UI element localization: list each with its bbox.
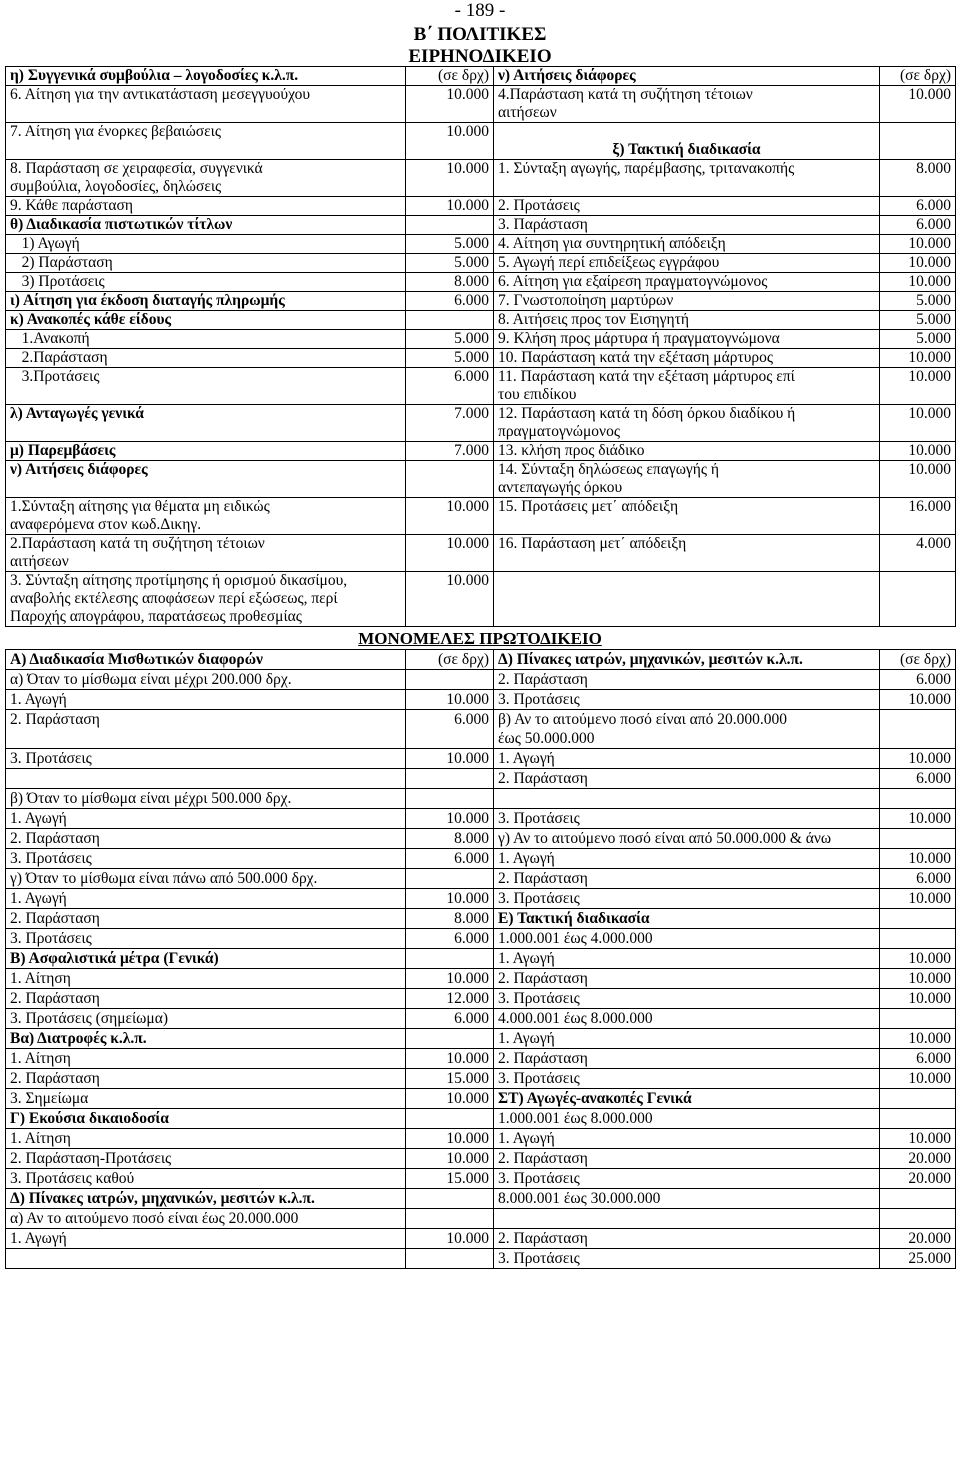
item-fee: 20.000	[880, 1149, 956, 1169]
item-label: 3. Προτάσεις	[6, 749, 406, 769]
item-fee: 6.000	[406, 368, 494, 405]
item-label: 2. Παράσταση	[494, 1149, 880, 1169]
table-row	[6, 1169, 956, 1189]
table-row	[6, 461, 956, 498]
item-fee: 5.000	[406, 235, 494, 254]
table-row	[6, 535, 956, 572]
item-label: γ) Όταν το μίσθωμα είναι πάνω από 500.000 δρχ.	[6, 869, 406, 889]
item-fee	[880, 1189, 956, 1209]
item-fee: 10.000	[880, 989, 956, 1009]
item-label: Δ) Πίνακες ιατρών, μηχανικών, μεσιτών κ.λ.π.	[494, 650, 880, 670]
item-label: γ) Αν το αιτούμενο ποσό είναι από 50.000.000 & άνω	[494, 829, 880, 849]
item-label: 2. Παράσταση	[494, 670, 880, 690]
item-label: ν) Αιτήσεις διάφορες	[6, 461, 406, 498]
item-fee: 10.000	[880, 254, 956, 273]
court-title: ΕΙΡΗΝΟΔΙΚΕΙΟ	[408, 46, 552, 67]
item-label: Δ) Πίνακες ιατρών, μηχανικών, μεσιτών κ.λ.π.	[6, 1189, 406, 1209]
item-label: 9. Κάθε παράσταση	[6, 197, 406, 216]
item-fee: 10.000	[406, 197, 494, 216]
item-label: 11. Παράσταση κατά την εξέταση μάρτυρος επί του επιδίκου	[494, 368, 880, 405]
item-fee: 10.000	[880, 1129, 956, 1149]
item-fee: 10.000	[880, 235, 956, 254]
item-fee: 10.000	[406, 123, 494, 160]
item-fee: 10.000	[880, 749, 956, 769]
item-fee	[406, 769, 494, 789]
item-label: Ε) Τακτική διαδικασία	[494, 909, 880, 929]
page-number: - 189 -	[454, 0, 506, 21]
item-label: 3. Προτάσεις	[494, 889, 880, 909]
table-row	[6, 330, 956, 349]
item-fee	[406, 216, 494, 235]
table-row	[6, 1049, 956, 1069]
table-row	[6, 273, 956, 292]
item-label: ν) Αιτήσεις διάφορες	[494, 67, 880, 86]
item-label: 16. Παράσταση μετ΄ απόδειξη	[494, 535, 880, 572]
item-label: 2. Παράσταση	[6, 989, 406, 1009]
item-fee	[880, 1089, 956, 1109]
item-label: 1. Αίτηση	[6, 1129, 406, 1149]
item-fee: 5.000	[406, 330, 494, 349]
item-fee: 10.000	[880, 442, 956, 461]
item-label: 2.Παράσταση κατά τη συζήτηση τέτοιων αιτήσεων	[6, 535, 406, 572]
table-row	[6, 989, 956, 1009]
item-label: 2. Παράσταση	[494, 1229, 880, 1249]
item-fee: 6.000	[880, 197, 956, 216]
item-fee: 10.000	[880, 273, 956, 292]
item-label: 2. Παράσταση	[6, 829, 406, 849]
item-fee	[406, 1029, 494, 1049]
item-fee: 20.000	[880, 1229, 956, 1249]
item-label: 6. Αίτηση για την αντικατάσταση μεσεγγυούχου	[6, 86, 406, 123]
item-label: 3. Παράσταση	[494, 216, 880, 235]
item-fee: 10.000	[880, 1069, 956, 1089]
item-fee: 10.000	[880, 849, 956, 869]
item-fee: 10.000	[880, 949, 956, 969]
item-fee	[406, 1209, 494, 1229]
item-label: 1.000.001 έως 8.000.000	[494, 1109, 880, 1129]
item-fee: 16.000	[880, 498, 956, 535]
item-label: β) Αν το αιτούμενο ποσό είναι από 20.000.000 έως 50.000.000	[494, 710, 880, 749]
item-label: 3. Προτάσεις	[494, 989, 880, 1009]
item-fee: 15.000	[406, 1169, 494, 1189]
table-row	[6, 789, 956, 809]
item-label: 6. Αίτηση για εξαίρεση πραγματογνώμονος	[494, 273, 880, 292]
item-label: 1. Αγωγή	[6, 809, 406, 829]
item-label: 1. Αγωγή	[494, 1029, 880, 1049]
item-fee	[406, 869, 494, 889]
section-title: Β΄ ΠΟΛΙΤΙΚΕΣ	[413, 24, 547, 45]
item-fee: 10.000	[406, 498, 494, 535]
item-fee	[880, 829, 956, 849]
item-label	[494, 572, 880, 627]
item-fee: 6.000	[406, 710, 494, 749]
item-fee: 10.000	[880, 690, 956, 710]
item-label: 5. Αγωγή περί επιδείξεως εγγράφου	[494, 254, 880, 273]
item-fee: 6.000	[880, 769, 956, 789]
table-row	[6, 292, 956, 311]
item-fee	[406, 949, 494, 969]
table-row	[6, 405, 956, 442]
item-label: 3. Προτάσεις	[494, 1169, 880, 1189]
item-label: 3. Προτάσεις	[6, 849, 406, 869]
table-row	[6, 572, 956, 627]
item-label: 1. Αγωγή	[6, 1229, 406, 1249]
item-fee: 10.000	[406, 690, 494, 710]
item-label: 3.Προτάσεις	[6, 368, 406, 405]
table-row	[6, 1029, 956, 1049]
table-row	[6, 909, 956, 929]
item-fee: 5.000	[880, 311, 956, 330]
table-row	[6, 235, 956, 254]
table-row	[6, 1089, 956, 1109]
table-row	[6, 67, 956, 86]
table-row	[6, 123, 956, 160]
table-row	[6, 1009, 956, 1029]
eirinodikeio-table	[5, 66, 956, 627]
table-row	[6, 1069, 956, 1089]
item-label: 1. Αίτηση	[6, 969, 406, 989]
item-label: 1. Αγωγή	[494, 749, 880, 769]
item-label: ΣΤ) Αγωγές-ανακοπές Γενικά	[494, 1089, 880, 1109]
table-row	[6, 1189, 956, 1209]
item-fee	[406, 1109, 494, 1129]
item-label: 2. Προτάσεις	[494, 197, 880, 216]
item-fee: 10.000	[406, 969, 494, 989]
item-fee: (σε δρχ)	[406, 67, 494, 86]
item-fee: 25.000	[880, 1249, 956, 1269]
item-fee: 6.000	[880, 216, 956, 235]
table-row	[6, 889, 956, 909]
table-row	[6, 1129, 956, 1149]
item-label	[6, 769, 406, 789]
item-fee: 5.000	[880, 330, 956, 349]
item-label: 13. κλήση προς διάδικο	[494, 442, 880, 461]
item-fee: 6.000	[880, 869, 956, 889]
item-fee: 6.000	[406, 292, 494, 311]
item-fee: 8.000	[406, 909, 494, 929]
item-fee: 10.000	[880, 368, 956, 405]
table-row	[6, 1249, 956, 1269]
item-label: 2. Παράσταση-Προτάσεις	[6, 1149, 406, 1169]
item-fee	[880, 909, 956, 929]
item-fee	[880, 929, 956, 949]
table-row	[6, 969, 956, 989]
item-label: 2. Παράσταση	[494, 1049, 880, 1069]
table-row	[6, 769, 956, 789]
item-fee: 7.000	[406, 442, 494, 461]
item-label	[6, 1249, 406, 1269]
item-fee: 20.000	[880, 1169, 956, 1189]
item-fee: 10.000	[406, 1149, 494, 1169]
item-fee	[880, 789, 956, 809]
item-label: 3. Προτάσεις	[494, 1069, 880, 1089]
item-fee: 10.000	[406, 535, 494, 572]
item-label: 3. Προτάσεις (σημείωμα)	[6, 1009, 406, 1029]
table-row	[6, 311, 956, 330]
table-row	[6, 1109, 956, 1129]
item-label	[494, 1209, 880, 1229]
item-fee: 10.000	[406, 1089, 494, 1109]
item-label: 3. Προτάσεις	[494, 1249, 880, 1269]
item-label: 2. Παράσταση	[6, 909, 406, 929]
item-label: ι) Αίτηση για έκδοση διαταγής πληρωμής	[6, 292, 406, 311]
item-label: 8. Αιτήσεις προς τον Εισηγητή	[494, 311, 880, 330]
item-fee: 10.000	[880, 1029, 956, 1049]
item-fee: 7.000	[406, 405, 494, 442]
item-label: 2. Παράσταση	[494, 869, 880, 889]
item-fee	[880, 710, 956, 749]
item-fee: 8.000	[406, 829, 494, 849]
item-label: 2. Παράσταση	[494, 769, 880, 789]
table-row	[6, 216, 956, 235]
table-row	[6, 1149, 956, 1169]
table-row	[6, 929, 956, 949]
table-row	[6, 442, 956, 461]
table-row	[6, 1229, 956, 1249]
item-fee: 10.000	[880, 86, 956, 123]
table-row	[6, 670, 956, 690]
table-row	[6, 829, 956, 849]
item-fee: 12.000	[406, 989, 494, 1009]
item-label	[494, 789, 880, 809]
table-row	[6, 86, 956, 123]
item-fee: 10.000	[406, 1129, 494, 1149]
item-label: 3. Προτάσεις	[494, 809, 880, 829]
monomeles-table	[5, 649, 956, 1269]
item-label: θ) Διαδικασία πιστωτικών τίτλων	[6, 216, 406, 235]
item-fee: 10.000	[406, 809, 494, 829]
item-label: 3) Προτάσεις	[6, 273, 406, 292]
item-fee: (σε δρχ)	[406, 650, 494, 670]
item-fee	[406, 461, 494, 498]
item-label: 4.000.001 έως 8.000.000	[494, 1009, 880, 1029]
item-label: 1. Σύνταξη αγωγής, παρέμβασης, τριτανακοπής	[494, 160, 880, 197]
item-label: 1. Αγωγή	[6, 889, 406, 909]
table-row	[6, 710, 956, 749]
item-label: Βα) Διατροφές κ.λ.π.	[6, 1029, 406, 1049]
item-label: 4.Παράσταση κατά τη συζήτηση τέτοιων αιτήσεων	[494, 86, 880, 123]
item-fee: 10.000	[406, 749, 494, 769]
item-fee: 15.000	[406, 1069, 494, 1089]
item-fee: 6.000	[880, 670, 956, 690]
table-row	[6, 749, 956, 769]
table-row	[6, 650, 956, 670]
item-fee: 5.000	[880, 292, 956, 311]
item-label: Γ) Εκούσια δικαιοδοσία	[6, 1109, 406, 1129]
table-row	[6, 1209, 956, 1229]
item-label: 2. Παράσταση	[6, 1069, 406, 1089]
table-row	[6, 197, 956, 216]
table-row	[6, 368, 956, 405]
table-row	[6, 349, 956, 368]
item-fee: 8.000	[406, 273, 494, 292]
item-label: 1. Αγωγή	[494, 1129, 880, 1149]
item-fee	[406, 670, 494, 690]
item-label: 7. Γνωστοποίηση μαρτύρων	[494, 292, 880, 311]
item-label: 1.Σύνταξη αίτησης για θέματα μη ειδικώς αναφερόμενα στον κωδ.Δικηγ.	[6, 498, 406, 535]
item-fee: 5.000	[406, 349, 494, 368]
item-fee: (σε δρχ)	[880, 650, 956, 670]
item-label: 1.Ανακοπή	[6, 330, 406, 349]
item-label: 2.Παράσταση	[6, 349, 406, 368]
item-label: Α) Διαδικασία Μισθωτικών διαφορών	[6, 650, 406, 670]
item-label: 12. Παράσταση κατά τη δόση όρκου διαδίκου ή πραγματογνώμονος	[494, 405, 880, 442]
item-label: 3. Σύνταξη αίτησης προτίμησης ή ορισμού δικασίμου, αναβολής εκτέλεσης αποφάσεων περί εξώσεως, περί Παροχής απογράφου, παρατάσεως προθεσμίας	[6, 572, 406, 627]
item-label: 2) Παράσταση	[6, 254, 406, 273]
item-label: η) Συγγενικά συμβούλια – λογοδοσίες κ.λ.π.	[6, 67, 406, 86]
item-fee: 10.000	[880, 969, 956, 989]
item-fee: 10.000	[406, 1049, 494, 1069]
item-label: 3. Σημείωμα	[6, 1089, 406, 1109]
item-fee	[880, 1109, 956, 1129]
item-fee: 10.000	[880, 809, 956, 829]
item-fee: 10.000	[880, 349, 956, 368]
item-fee: 10.000	[406, 86, 494, 123]
item-label: 2. Παράσταση	[494, 969, 880, 989]
item-fee: 10.000	[880, 405, 956, 442]
item-label: λ) Ανταγωγές γενικά	[6, 405, 406, 442]
item-label: μ) Παρεμβάσεις	[6, 442, 406, 461]
table-row	[6, 869, 956, 889]
item-fee: 5.000	[406, 254, 494, 273]
item-fee: 6.000	[406, 929, 494, 949]
item-fee: (σε δρχ)	[880, 67, 956, 86]
table-row	[6, 849, 956, 869]
table-row	[6, 160, 956, 197]
item-label: 14. Σύνταξη δηλώσεως επαγωγής ή αντεπαγωγής όρκου	[494, 461, 880, 498]
item-fee: 4.000	[880, 535, 956, 572]
item-fee: 6.000	[406, 1009, 494, 1029]
item-fee: 6.000	[406, 849, 494, 869]
table-row	[6, 809, 956, 829]
item-fee	[406, 311, 494, 330]
item-fee: 10.000	[406, 572, 494, 627]
item-label: 1. Αγωγή	[6, 690, 406, 710]
item-label: ξ) Τακτική διαδικασία	[494, 123, 880, 160]
table-row	[6, 498, 956, 535]
item-label: 1. Αγωγή	[494, 849, 880, 869]
monomeles-title: ΜΟΝΟΜΕΛΕΣ ΠΡΩΤΟΔΙΚΕΙΟ	[358, 629, 602, 648]
item-label: Β) Ασφαλιστικά μέτρα (Γενικά)	[6, 949, 406, 969]
item-label: 1) Αγωγή	[6, 235, 406, 254]
item-label: 7. Αίτηση για ένορκες βεβαιώσεις	[6, 123, 406, 160]
item-fee: 8.000	[880, 160, 956, 197]
item-label: 1. Αίτηση	[6, 1049, 406, 1069]
item-label: 8.000.001 έως 30.000.000	[494, 1189, 880, 1209]
item-label: 10. Παράσταση κατά την εξέταση μάρτυρος	[494, 349, 880, 368]
item-fee: 10.000	[406, 1229, 494, 1249]
item-fee	[880, 1209, 956, 1229]
item-fee	[880, 123, 956, 160]
item-label: β) Όταν το μίσθωμα είναι μέχρι 500.000 δρχ.	[6, 789, 406, 809]
item-label: 9. Κλήση προς μάρτυρα ή πραγματογνώμονα	[494, 330, 880, 349]
item-label: κ) Ανακοπές κάθε είδους	[6, 311, 406, 330]
item-fee: 10.000	[406, 160, 494, 197]
item-label: 2. Παράσταση	[6, 710, 406, 749]
item-label: 8. Παράσταση σε χειραφεσία, συγγενικά συμβούλια, λογοδοσίες, δηλώσεις	[6, 160, 406, 197]
item-fee: 6.000	[880, 1049, 956, 1069]
item-label: 3. Προτάσεις	[6, 929, 406, 949]
item-fee	[880, 1009, 956, 1029]
item-label: 3. Προτάσεις	[494, 690, 880, 710]
item-fee	[880, 572, 956, 627]
item-label: 15. Προτάσεις μετ΄ απόδειξη	[494, 498, 880, 535]
item-label: α) Αν το αιτούμενο ποσό είναι έως 20.000.000	[6, 1209, 406, 1229]
item-fee	[406, 1249, 494, 1269]
item-label: 4. Αίτηση για συντηρητική απόδειξη	[494, 235, 880, 254]
item-fee: 10.000	[880, 461, 956, 498]
table-row	[6, 690, 956, 710]
item-fee	[406, 789, 494, 809]
item-label: α) Όταν το μίσθωμα είναι μέχρι 200.000 δρχ.	[6, 670, 406, 690]
item-label: 1. Αγωγή	[494, 949, 880, 969]
item-fee	[406, 1189, 494, 1209]
item-label: 3. Προτάσεις καθού	[6, 1169, 406, 1189]
table-row	[6, 949, 956, 969]
table-row	[6, 254, 956, 273]
item-label: 1.000.001 έως 4.000.000	[494, 929, 880, 949]
item-fee: 10.000	[406, 889, 494, 909]
item-fee: 10.000	[880, 889, 956, 909]
